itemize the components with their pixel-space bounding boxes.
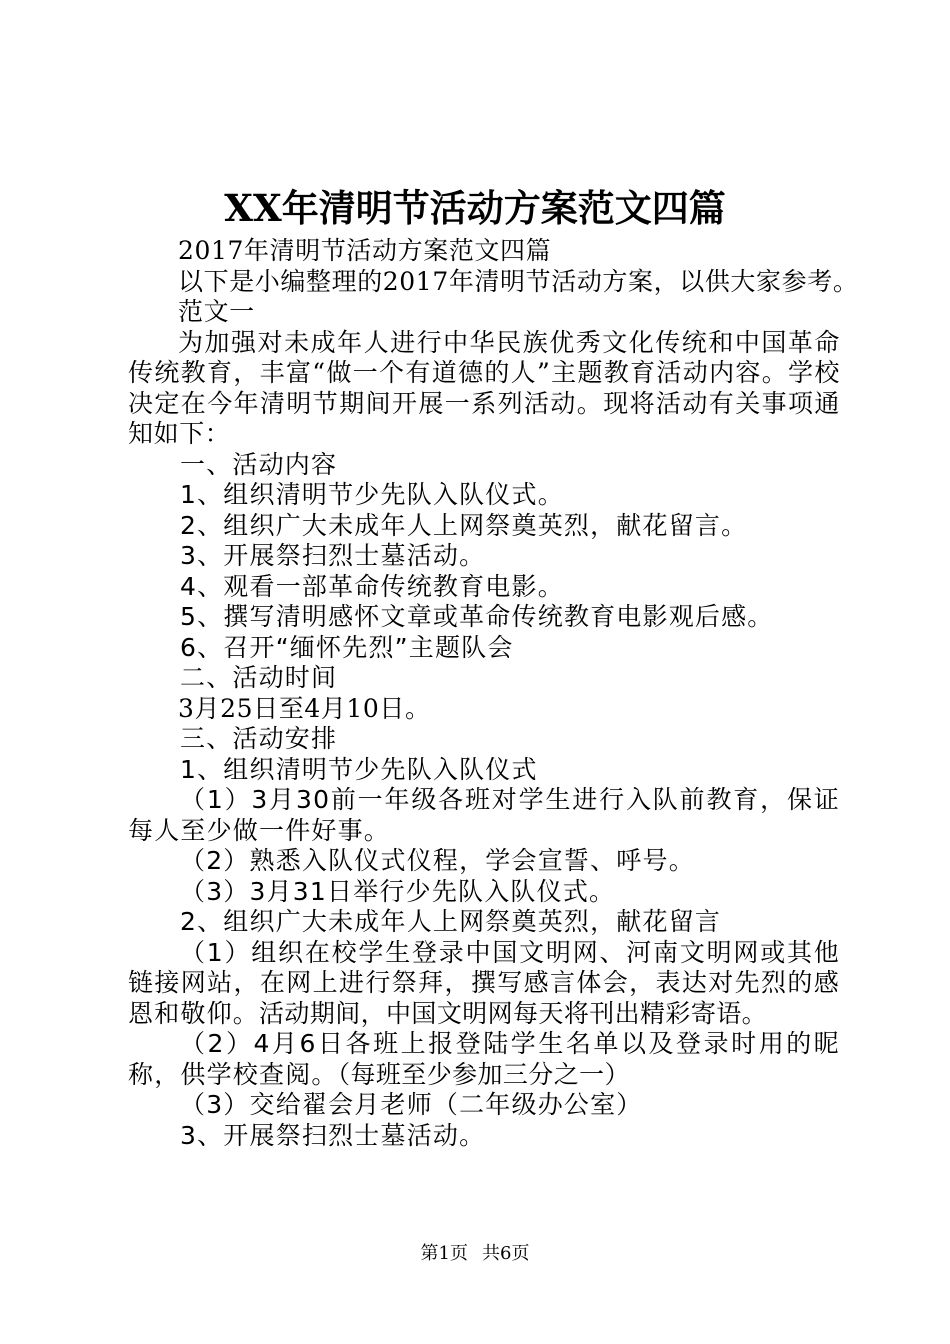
list-item: 6、召开“缅怀先烈”主题队会 — [180, 632, 514, 662]
page-number: 第1页 — [420, 1243, 468, 1264]
page-footer — [0, 1243, 950, 1265]
sub-item: （3）3月31日举行少先队入队仪式。 — [180, 876, 616, 906]
paragraph: 为加强对未成年人进行中华民族优秀文化传统和中国革命传统教育，丰富“做一个有道德的人”主题教育活动内容。学校决定在今年清明节期间开展一系列活动。现将活动有关事项通知如下： — [128, 327, 840, 448]
list-item: 2、组织广大未成年人上网祭奠英烈，献花留言。 — [180, 510, 748, 540]
sub-item-tail: 活动期间，中国文明网每天将刊出精彩寄语。 — [259, 998, 768, 1028]
paragraph: 3月25日至4月10日。 — [178, 693, 431, 723]
paragraph: 2017年清明节活动方案范文四篇 — [178, 236, 552, 265]
list-item: 2、组织广大未成年人上网祭奠英烈，献花留言 — [180, 907, 722, 936]
paragraph: 范文一 — [178, 297, 255, 326]
list-item: 3、开展祭扫烈士墓活动。 — [180, 541, 486, 570]
sub-item: （1）3月30前一年级各班对学生进行入队前教育，保证每人至少做一件好事。 — [128, 785, 840, 845]
document-body — [128, 236, 859, 1151]
list-item: 4、观看一部革命传统教育电影。 — [180, 571, 564, 601]
section-heading: 一、活动内容 — [180, 449, 338, 479]
sub-item: （2）熟悉入队仪式仪程，学会宣誓、呼号。 — [180, 846, 695, 875]
list-item: 1、组织清明节少先队入队仪式。 — [180, 480, 564, 509]
paragraph: 以下是小编整理的2017年清明节活动方案，以供大家参考。 — [178, 266, 859, 296]
section-heading: 三、活动安排 — [180, 724, 338, 753]
sub-item — [128, 938, 840, 1030]
page-total: 共6页 — [482, 1243, 530, 1264]
sub-item-tail: （每班至少参加三分之一） — [337, 1059, 630, 1089]
list-item: 3、开展祭扫烈士墓活动。 — [180, 1120, 486, 1150]
document-title: XX年清明节活动方案范文四篇 — [224, 186, 726, 230]
sub-item-main: （1）组织在校学生登录中国文明网、河南文明网或其他链接网站，在网上进行祭拜，撰写感言体会，表达对先烈的感恩和敬仰。 — [128, 937, 840, 1028]
sub-item: （3）交给翟会月老师（二年级办公室） — [180, 1090, 643, 1119]
sub-item — [128, 1029, 840, 1090]
section-heading: 二、活动时间 — [180, 663, 338, 692]
sub-item-main: （2）4月6日各班上报登陆学生名单以及登录时用的昵称，供学校查阅。 — [128, 1029, 840, 1089]
list-item: 1、组织清明节少先队入队仪式 — [180, 754, 538, 784]
list-item: 5、撰写清明感怀文章或革命传统教育电影观后感。 — [180, 602, 774, 631]
